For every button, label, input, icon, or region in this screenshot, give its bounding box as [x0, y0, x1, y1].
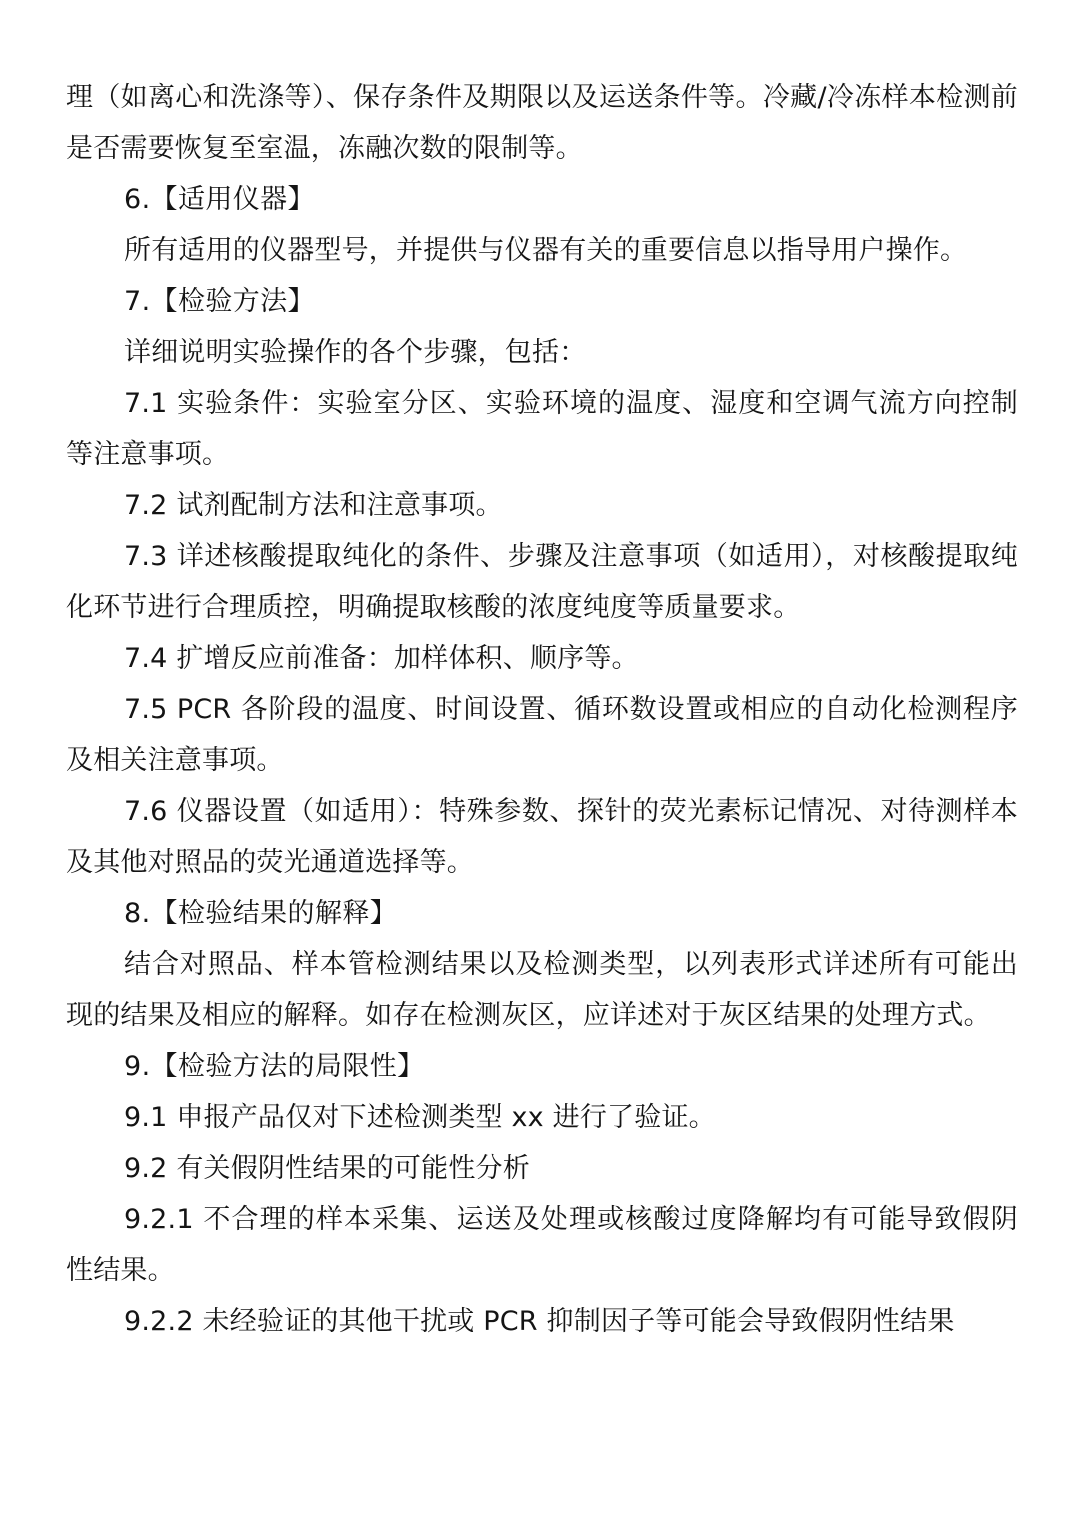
- paragraph-7-4-pre-amplification: 7.4 扩增反应前准备：加样体积、顺序等。: [124, 643, 639, 674]
- paragraph-9-2-1: 9.2.1 不合理的样本采集、运送及处理或核酸过度降解均有可能导致假阴性结果。: [66, 1204, 1018, 1286]
- paragraph-sample-processing: 理（如离心和洗涤等）、保存条件及期限以及运送条件等。冷藏/冷冻样本检测前是否需要恢复至室温，冻融次数的限制等。: [66, 82, 1018, 164]
- heading-applicable-instruments: 6.【适用仪器】: [124, 184, 315, 215]
- paragraph-method-intro: 详细说明实验操作的各个步骤，包括：: [124, 337, 587, 368]
- paragraph-7-3-extraction: 7.3 详述核酸提取纯化的条件、步骤及注意事项（如适用），对核酸提取纯化环节进行合理质控，明确提取核酸的浓度纯度等质量要求。: [66, 541, 1018, 623]
- heading-limitations: 9.【检验方法的局限性】: [124, 1051, 425, 1082]
- paragraph-9-2-2: 9.2.2 未经验证的其他干扰或 PCR 抑制因子等可能会导致假阴性结果: [124, 1306, 955, 1337]
- paragraph-9-1: 9.1 申报产品仅对下述检测类型 xx 进行了验证。: [124, 1102, 716, 1133]
- paragraph-9-2: 9.2 有关假阴性结果的可能性分析: [124, 1153, 530, 1184]
- heading-result-interpretation: 8.【检验结果的解释】: [124, 898, 398, 929]
- paragraph-7-2-reagent-prep: 7.2 试剂配制方法和注意事项。: [124, 490, 503, 521]
- paragraph-result-interpretation: 结合对照品、样本管检测结果以及检测类型，以列表形式详述所有可能出现的结果及相应的解释。如存在检测灰区，应详述对于灰区结果的处理方式。: [66, 949, 1018, 1031]
- heading-test-method: 7.【检验方法】: [124, 286, 315, 317]
- paragraph-7-1-lab-conditions: 7.1 实验条件：实验室分区、实验环境的温度、湿度和空调气流方向控制等注意事项。: [66, 388, 1018, 470]
- paragraph-instruments: 所有适用的仪器型号，并提供与仪器有关的重要信息以指导用户操作。: [124, 235, 968, 266]
- document-page: [0, 72, 1080, 1347]
- paragraph-7-6-instrument-settings: 7.6 仪器设置（如适用）：特殊参数、探针的荧光素标记情况、对待测样本及其他对照品的荧光通道选择等。: [66, 796, 1018, 878]
- paragraph-7-5-pcr-program: 7.5 PCR 各阶段的温度、时间设置、循环数设置或相应的自动化检测程序及相关注意事项。: [66, 694, 1018, 776]
